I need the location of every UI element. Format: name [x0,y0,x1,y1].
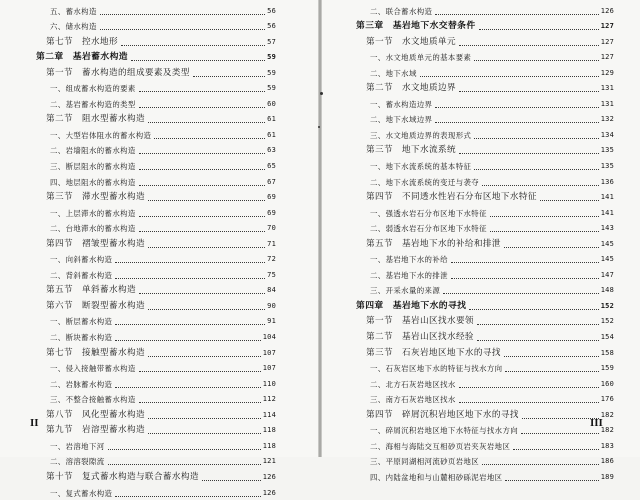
toc-entry-page-number: 110 [262,379,276,388]
toc-entry-item [36,173,276,189]
toc-entry-page-number: 61 [267,130,276,139]
dot-leader [100,14,265,15]
toc-entry-title: 第八节 风化型蓄水构造 [46,409,145,420]
dot-leader [115,262,265,263]
toc-entry-page-number: 183 [600,441,614,450]
toc-entry-section [356,189,614,205]
toc-entry-item [356,266,614,282]
toc-entry-title: 第四节 不同透水性岩石分布区地下水特征 [366,192,537,203]
dot-leader [479,29,599,30]
toc-entry-page-number: 118 [262,441,276,450]
toc-entry-item [36,360,276,376]
toc-entry-section [356,80,614,96]
toc-entry-page-number: 182 [600,426,614,435]
toc-entry-page-number: 70 [267,224,276,233]
toc-entry-title: 四、地层阻水的蓄水构造 [50,177,136,187]
toc-entry-title: 第五节 单斜蓄水构造 [46,285,136,296]
toc-entry-page-number: 132 [600,115,614,124]
toc-entry-section [356,313,614,329]
toc-entry-item [356,468,614,484]
toc-entry-section [356,235,614,251]
toc-entry-item [36,313,276,329]
toc-entry-page-number: 129 [600,68,614,77]
toc-entry-item [36,453,276,469]
toc-entry-title: 二、基岩蓄水构造的类型 [50,99,136,109]
toc-entry-section [36,468,276,484]
toc-entry-page-number: 107 [262,348,276,357]
toc-entry-title: 一、复式蓄水构造 [50,488,113,498]
dot-leader [148,356,261,357]
toc-entry-page-number: 107 [262,364,276,373]
toc-entry-title: 三、断层阻水的蓄水构造 [50,162,136,172]
toc-entry-section [356,344,614,360]
dot-leader [504,356,599,357]
toc-entry-page-number: 104 [262,333,276,342]
toc-entry-page-number: 127 [600,22,614,31]
dot-leader [490,231,599,232]
dot-leader [443,293,599,294]
toc-entry-item [356,282,614,298]
toc-entry-title: 二、海相与海陆交互相砂页岩夹灰岩地区 [370,441,511,451]
toc-entry-item [356,157,614,173]
toc-entry-section [36,111,276,127]
dot-leader [115,496,260,497]
toc-entry-chapter [356,297,614,313]
dot-leader [139,231,265,232]
toc-entry-item [36,18,276,34]
dot-leader [459,387,599,388]
dot-leader [139,216,265,217]
toc-entry-page-number: 72 [267,255,276,264]
dot-leader [451,262,599,263]
toc-entry-title: 第七节 控水地形 [46,36,118,47]
toc-entry-title: 一、地下水流系统的基本特征 [370,162,472,172]
toc-entry-title: 第三节 地下水流系统 [366,145,456,156]
toc-entry-item [36,391,276,407]
toc-entry-item [36,95,276,111]
dot-leader [435,14,598,15]
toc-entry-page-number: 152 [600,301,614,310]
toc-entry-title: 一、碎屑沉积岩地区地下水特征与找水方向 [370,426,519,436]
toc-entry-page-number: 126 [262,472,276,481]
toc-entry-title: 二、联合蓄水构造 [370,6,433,16]
dot-leader [482,185,599,186]
toc-entry-page-number: 160 [600,379,614,388]
toc-entry-page-number: 141 [600,208,614,217]
dot-leader [459,402,599,403]
toc-entry-title: 二、地下水域边界 [370,115,433,125]
toc-entry-section [36,64,276,80]
toc-entry-title: 一、断层蓄水构造 [50,317,113,327]
dot-leader [148,433,261,434]
toc-entry-title: 第三章 基岩地下水交替条件 [356,21,476,32]
toc-entry-page-number: 59 [267,68,276,77]
dot-leader [505,371,598,372]
toc-entry-item [36,142,276,158]
toc-entry-title: 第五节 基岩地下水的补给和排泄 [366,238,501,249]
toc-entry-page-number: 114 [262,410,276,419]
dot-leader [139,107,265,108]
toc-entry-page-number: 126 [262,488,276,497]
dot-leader [139,402,261,403]
toc-list-left [36,2,276,500]
toc-entry-item [356,126,614,142]
toc-entry-title: 一、大型岩体阻水的蓄水构造 [50,130,152,140]
dot-leader [148,247,265,248]
toc-entry-item [356,391,614,407]
toc-entry-chapter [36,49,276,65]
toc-entry-page-number: 59 [267,84,276,93]
dot-leader [148,200,265,201]
toc-entry-chapter [356,18,614,34]
page-folio-right: III [590,417,603,429]
dot-leader [490,216,599,217]
dot-leader [477,340,599,341]
dot-leader [459,153,599,154]
toc-entry-page-number: 189 [600,472,614,481]
dot-leader [115,340,260,341]
toc-entry-page-number: 141 [600,193,614,202]
toc-entry-title: 一、侵入接触带蓄水构造 [50,364,136,374]
toc-entry-page-number: 56 [267,22,276,31]
toc-entry-page-number: 154 [600,333,614,342]
toc-entry-page-number: 56 [267,6,276,15]
toc-entry-title: 一、上层滞水的蓄水构造 [50,208,136,218]
toc-entry-title: 第十节 复式蓄水构造与联合蓄水构造 [46,471,199,482]
toc-entry-item [356,360,614,376]
dot-leader [154,138,265,139]
toc-entry-item [36,80,276,96]
toc-entry-title: 二、地下水流系统的变迁与袭夺 [370,177,480,187]
toc-entry-section [36,406,276,422]
dot-leader [202,480,261,481]
toc-entry-page-number: 158 [600,348,614,357]
dot-leader [504,247,599,248]
toc-entry-title: 二、岩墙阻水的蓄水构造 [50,146,136,156]
toc-entry-page-number: 84 [267,286,276,295]
toc-entry-title: 一、岩溶地下河 [50,441,105,451]
toc-entry-section [36,422,276,438]
toc-entry-page-number: 61 [267,115,276,124]
toc-entry-page-number: 71 [267,239,276,248]
toc-entry-title: 四、内陆盆地和与山麓相砂砾泥岩地区 [370,472,503,482]
toc-entry-item [356,111,614,127]
toc-entry-title: 第三节 石灰岩地区地下水的寻找 [366,347,501,358]
toc-entry-title: 第一节 蓄水构造的组成要素及类型 [46,67,190,78]
toc-entry-item [356,375,614,391]
toc-entry-section [356,406,614,422]
toc-entry-page-number: 148 [600,286,614,295]
left-page [0,0,318,498]
toc-entry-title: 第九节 岩溶型蓄水构造 [46,425,145,436]
toc-entry-item [36,251,276,267]
toc-entry-item [356,95,614,111]
toc-entry-page-number: 147 [600,270,614,279]
toc-entry-page-number: 135 [600,146,614,155]
toc-entry-page-number: 135 [600,162,614,171]
toc-entry-title: 三、南方石灰岩地区找水 [370,395,456,405]
dot-leader [540,200,599,201]
toc-entry-title: 二、弱透水岩石分布区地下水特征 [370,224,487,234]
toc-entry-page-number: 127 [600,37,614,46]
dot-leader [451,278,599,279]
toc-entry-page-number: 176 [600,395,614,404]
toc-entry-item [36,437,276,453]
toc-entry-page-number: 143 [600,224,614,233]
dot-leader [139,371,261,372]
toc-entry-page-number: 134 [600,130,614,139]
toc-entry-title: 二、背斜蓄水构造 [50,270,113,280]
toc-entry-title: 二、北方石灰岩地区找水 [370,379,456,389]
toc-entry-title: 一、组成蓄水构造的要素 [50,84,136,94]
toc-entry-item [36,220,276,236]
dot-leader [474,169,598,170]
dot-leader [482,464,599,465]
toc-entry-title: 第四章 基岩地下水的寻找 [356,300,467,311]
dot-leader [513,449,599,450]
dot-leader [459,91,599,92]
toc-entry-title: 第二节 基岩山区找水经验 [366,332,474,343]
toc-entry-title: 二、台地滞水的蓄水构造 [50,224,136,234]
toc-entry-title: 第七节 接触型蓄水构造 [46,347,145,358]
toc-entry-title: 二、岩脉蓄水构造 [50,379,113,389]
toc-entry-title: 三、平原同湖相河流砂页岩地区 [370,457,480,467]
toc-entry-title: 二、断块蓄水构造 [50,333,113,343]
dot-leader [108,464,261,465]
right-page [322,0,640,482]
dot-leader [139,169,265,170]
toc-entry-page-number: 90 [267,301,276,310]
toc-entry-item [36,204,276,220]
toc-entry-page-number: 69 [267,208,276,217]
toc-entry-page-number: 126 [600,6,614,15]
page-folio-left: II [30,417,39,429]
dot-leader [115,278,265,279]
toc-entry-title: 二、地下水域 [370,68,417,78]
toc-entry-page-number: 145 [600,239,614,248]
dot-leader [148,309,265,310]
toc-entry-page-number: 57 [267,37,276,46]
toc-entry-item [356,2,614,18]
dot-leader [435,122,598,123]
dot-leader [420,76,599,77]
toc-entry-title: 第六节 断裂型蓄水构造 [46,300,145,311]
toc-entry-title: 一、石灰岩区地下水的特征与找水方向 [370,364,503,374]
dot-leader [505,480,598,481]
toc-entry-title: 第四节 碎屑沉积岩地区地下水的寻找 [366,409,519,420]
toc-entry-title: 第一节 基岩山区找水要领 [366,316,474,327]
toc-entry-page-number: 159 [600,364,614,373]
dot-leader [139,293,265,294]
toc-entry-page-number: 136 [600,177,614,186]
toc-list-right [356,2,614,484]
toc-entry-page-number: 145 [600,255,614,264]
toc-entry-title: 一、蓄水构造边界 [370,99,433,109]
dot-leader [474,60,598,61]
toc-entry-page-number: 131 [600,99,614,108]
toc-entry-page-number: 186 [600,457,614,466]
toc-entry-title: 三、开采水量的来源 [370,286,441,296]
toc-entry-page-number: 182 [600,410,614,419]
scan-speck [320,92,323,95]
dot-leader [459,45,599,46]
toc-entry-title: 三、不整合接触蓄水构造 [50,395,136,405]
toc-entry-section [36,297,276,313]
dot-leader [139,91,265,92]
toc-entry-item [356,437,614,453]
dot-leader [139,185,265,186]
toc-entry-page-number: 118 [262,426,276,435]
toc-entry-item [356,49,614,65]
dot-leader [131,60,265,61]
toc-entry-title: 第一节 水文地质单元 [366,36,456,47]
toc-entry-title: 第二章 基岩蓄水构造 [36,52,128,63]
toc-entry-page-number: 112 [262,395,276,404]
dot-leader [469,309,598,310]
dot-leader [115,324,265,325]
dot-leader [148,418,261,419]
toc-entry-title: 二、溶溶裂隙流 [50,457,105,467]
toc-entry-page-number: 121 [262,457,276,466]
toc-entry-title: 第二节 水文地质边界 [366,83,456,94]
toc-entry-item [36,2,276,18]
toc-entry-item [36,375,276,391]
dot-leader [522,418,599,419]
toc-entry-item [36,328,276,344]
dot-leader [193,76,265,77]
scan-speck [318,126,320,128]
toc-entry-section [36,189,276,205]
toc-entry-item [356,173,614,189]
toc-entry-item [356,422,614,438]
toc-entry-item [356,220,614,236]
toc-entry-item [356,64,614,80]
dot-leader [474,138,598,139]
toc-entry-item [36,484,276,500]
dot-leader [115,387,260,388]
toc-entry-title: 二、基岩地下水的排泄 [370,270,448,280]
toc-entry-item [36,126,276,142]
toc-entry-page-number: 75 [267,270,276,279]
dot-leader [435,107,598,108]
toc-entry-page-number: 91 [267,317,276,326]
toc-entry-page-number: 60 [267,99,276,108]
dot-leader [477,324,599,325]
toc-entry-section [356,328,614,344]
toc-entry-page-number: 131 [600,84,614,93]
toc-entry-title: 第二节 阻水型蓄水构造 [46,114,145,125]
toc-entry-title: 一、水文地质单元的基本要素 [370,53,472,63]
toc-entry-title: 一、强透水岩石分布区地下水特征 [370,208,487,218]
dot-leader [148,122,265,123]
toc-entry-title: 一、基岩地下水的补给 [370,255,448,265]
toc-entry-page-number: 67 [267,177,276,186]
toc-entry-section [36,282,276,298]
toc-entry-page-number: 127 [600,53,614,62]
toc-entry-page-number: 59 [267,53,276,62]
dot-leader [121,45,265,46]
dot-leader [100,29,265,30]
toc-entry-item [36,157,276,173]
toc-entry-item [356,251,614,267]
dot-leader [139,153,265,154]
dot-leader [108,449,261,450]
toc-entry-section [36,33,276,49]
toc-entry-section [356,142,614,158]
toc-entry-title: 一、向斜蓄水构造 [50,255,113,265]
toc-entry-title: 第三节 滞水型蓄水构造 [46,192,145,203]
toc-entry-item [356,453,614,469]
toc-entry-section [36,344,276,360]
toc-entry-title: 三、水文地质边界的表现形式 [370,130,472,140]
toc-entry-section [356,33,614,49]
toc-entry-page-number: 69 [267,193,276,202]
toc-entry-title: 六、储水构造 [50,22,97,32]
dot-leader [521,433,599,434]
toc-entry-item [356,204,614,220]
toc-entry-title: 五、蓄水构造 [50,6,97,16]
toc-entry-page-number: 63 [267,146,276,155]
toc-entry-page-number: 152 [600,317,614,326]
toc-entry-page-number: 65 [267,162,276,171]
toc-entry-section [36,235,276,251]
toc-entry-title: 第四节 褶皱型蓄水构造 [46,238,145,249]
toc-entry-item [36,266,276,282]
